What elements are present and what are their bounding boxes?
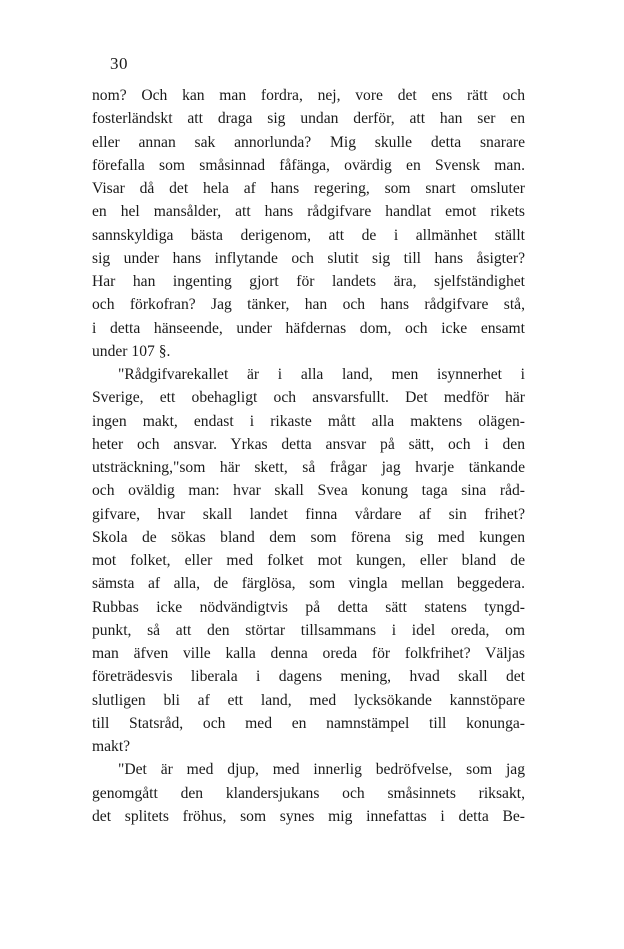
text-line: sämsta af alla, de färglösa, som vingla mellan beggedera. — [92, 575, 525, 593]
text-line: förefalla som småsinnad fåfänga, ovärdig en Svensk man. — [92, 156, 525, 174]
text-line: Visar då det hela af hans regering, som snart omsluter — [92, 180, 525, 197]
page-number: 30 — [110, 54, 128, 73]
text-line: till Statsråd, och med en namnstämpel till konunga- — [92, 714, 525, 732]
text-line: eller annan sak annorlunda? Mig skulle detta snarare — [92, 133, 525, 151]
text-line: en hel mansålder, att hans rådgifvare handlat emot rikets — [92, 203, 525, 221]
text-line: mot folket, eller med folket mot kungen, eller bland de — [92, 552, 525, 569]
text-line: "Det är med djup, med innerlig bedröfvelse, som jag — [118, 761, 525, 779]
text-line: makt? — [92, 738, 131, 755]
text-line: "Rådgifvarekallet är i alla land, men isynnerhet i — [118, 366, 525, 383]
text-line: Har han ingenting gjort för landets ära, sjelfständighet — [92, 273, 525, 290]
body-text — [92, 84, 525, 828]
text-line: under 107 §. — [92, 342, 171, 360]
text-line: heter och ansvar. Yrkas detta ansvar på sätt, och i den — [92, 435, 525, 453]
text-line: man äfven ville kalla denna oreda för folkfrihet? Väljas — [92, 645, 525, 662]
text-line: fosterländskt att draga sig undan derför, att han ser en — [92, 110, 525, 128]
text-line: Rubbas icke nödvändigtvis på detta sätt statens tyngd- — [92, 598, 525, 616]
text-line: i detta hänseende, under häfdernas dom, och icke ensamt — [92, 319, 525, 337]
text-line: företrädesvis liberala i dagens mening, hvad skall det — [92, 668, 525, 686]
text-line: nom? Och kan man fordra, nej, vore det ens rätt och — [92, 87, 525, 104]
text-line: utsträckning,"som här skett, så frågar jag hvarje tänkande — [92, 459, 525, 476]
text-line: och oväldig man: hvar skall Svea konung taga sina råd- — [92, 482, 525, 500]
text-line: Sverige, ett obehagligt och ansvarsfullt. Det medför här — [92, 389, 525, 407]
text-line: slutligen bli af ett land, med lycksökande kannstöpare — [92, 691, 525, 709]
text-line: sig under hans inflytande och slutit sig till hans åsigter? — [92, 249, 525, 267]
text-line: ingen makt, endast i rikaste mått alla maktens olägen- — [92, 412, 525, 430]
text-line: Skola de sökas bland dem som förena sig med kungen — [92, 528, 525, 546]
text-line: punkt, så att den störtar tillsammans i idel oreda, om — [92, 621, 525, 639]
text-line: och förkofran? Jag tänker, han och hans rådgifvare stå, — [92, 296, 525, 314]
text-line: gifvare, hvar skall landet finna vårdare af sin frihet? — [92, 505, 525, 523]
text-line: det splitets fröhus, som synes mig innefattas i detta Be- — [92, 807, 525, 825]
text-line: genomgått den klandersjukans och småsinnets riksakt, — [92, 784, 525, 802]
text-line: sannskyldiga bästa derigenom, att de i allmänhet ställt — [92, 226, 525, 244]
